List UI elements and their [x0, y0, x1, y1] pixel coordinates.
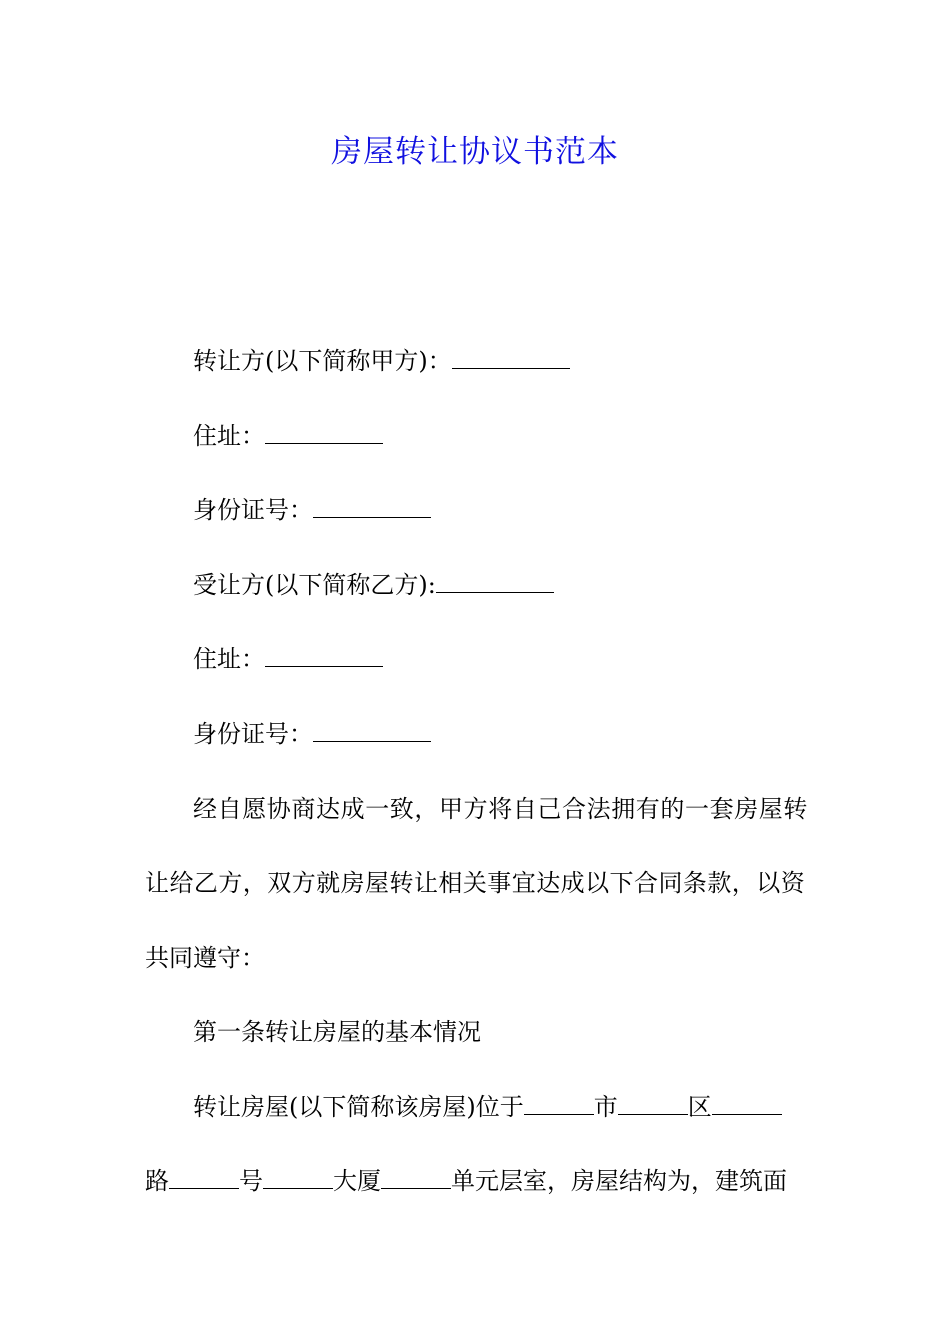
- number-blank: [169, 1166, 239, 1189]
- building-blank: [263, 1166, 333, 1189]
- transferee-line: [193, 569, 554, 601]
- paragraph-line: 让给乙方，双方就房屋转让相关事宜达成以下合同条款，以资: [145, 869, 806, 897]
- transferor-line: [193, 345, 570, 377]
- document-title: 房屋转让协议书范本: [331, 134, 619, 170]
- address-blank: [265, 421, 383, 444]
- transferee-label: 受让方(以下简称乙方):: [193, 571, 436, 599]
- address-label: 住址：: [193, 422, 265, 450]
- paragraph-line: 经自愿协商达成一致，甲方将自己合法拥有的一套房屋转: [193, 795, 808, 823]
- article-heading: 第一条转让房屋的基本情况: [193, 1018, 481, 1046]
- road-blank: [712, 1092, 782, 1115]
- transferor-id-line: [193, 494, 431, 526]
- building-label: 大厦: [333, 1167, 381, 1195]
- district-blank: [618, 1092, 688, 1115]
- address-label: 住址：: [193, 645, 265, 673]
- id-label: 身份证号：: [193, 496, 313, 524]
- unit-blank: [381, 1166, 451, 1189]
- unit-text: 单元层室，房屋结构为，建筑面: [451, 1167, 787, 1195]
- transferor-label: 转让方(以下简称甲方)：: [193, 347, 452, 375]
- article-line: [193, 1091, 782, 1123]
- id-blank: [313, 719, 431, 742]
- transferee-id-line: [193, 718, 431, 750]
- location-text: 转让房屋(以下简称该房屋)位于: [193, 1093, 524, 1121]
- id-blank: [313, 495, 431, 518]
- number-label: 号: [239, 1167, 263, 1195]
- address-blank: [265, 644, 383, 667]
- district-label: 区: [687, 1093, 712, 1121]
- city-blank: [524, 1092, 594, 1115]
- paragraph-line: 共同遵守：: [145, 944, 265, 972]
- city-label: 市: [593, 1093, 618, 1121]
- transferee-blank: [436, 570, 554, 593]
- road-label: 路: [145, 1167, 169, 1195]
- id-label: 身份证号：: [193, 720, 313, 748]
- transferor-blank: [452, 346, 570, 369]
- transferor-address-line: [193, 420, 383, 452]
- transferee-address-line: [193, 643, 383, 675]
- article-line: [145, 1165, 787, 1197]
